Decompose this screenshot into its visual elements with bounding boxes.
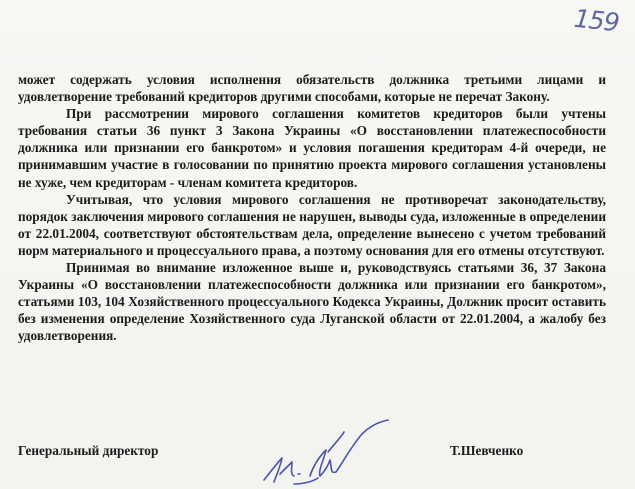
paragraph: Учитывая, что условия мирового соглашения не противоречат законодательству, порядок заключения мирового соглашения не нарушен, выводы суда, изложенные в определении от 22.01.2004, соответствуют обстоятельствам дела, определение вынесено с учетом требований норм материального и процессуального права, а поэтому основания для его отмены отсутствуют. xyxy=(18,191,606,258)
paragraph: может содержать условия исполнения обязательств должника третьими лицами и удовлетворение требований кредиторов другими способами, которые не перечат Закону. xyxy=(18,72,606,105)
signatory-title: Генеральный директор xyxy=(18,443,159,458)
page-number: 159 xyxy=(572,3,621,38)
paragraph: При рассмотрении мирового соглашения комитетов кредиторов были учтены требования статьи 36 пункт 3 Закона Украины «О восстановлении платежеспособности должника или признании его банкротом» и условия погашения кредиторам 4-й очереди, не принимавшим участие в голосовании по принятию проекта мирового соглашения установлены не хуже, чем кредиторам - членам комитета кредиторов. xyxy=(18,106,606,190)
signatory-name: Т.Шевченко xyxy=(450,443,524,458)
document-body xyxy=(18,71,606,345)
handwritten-signature xyxy=(258,418,398,488)
paragraph: Принимая во внимание изложенное выше и, руководствуясь статьями 36, 37 Закона Украины «О восстановлении платежеспособности должника или признании его банкротом», статьями 103, 104 Хозяйственного процессуального Кодекса Украины, Должник просит оставить без изменения определение Хозяйственного суда Луганской области от 22.01.2004, а жалобу без удовлетворения. xyxy=(18,260,606,344)
